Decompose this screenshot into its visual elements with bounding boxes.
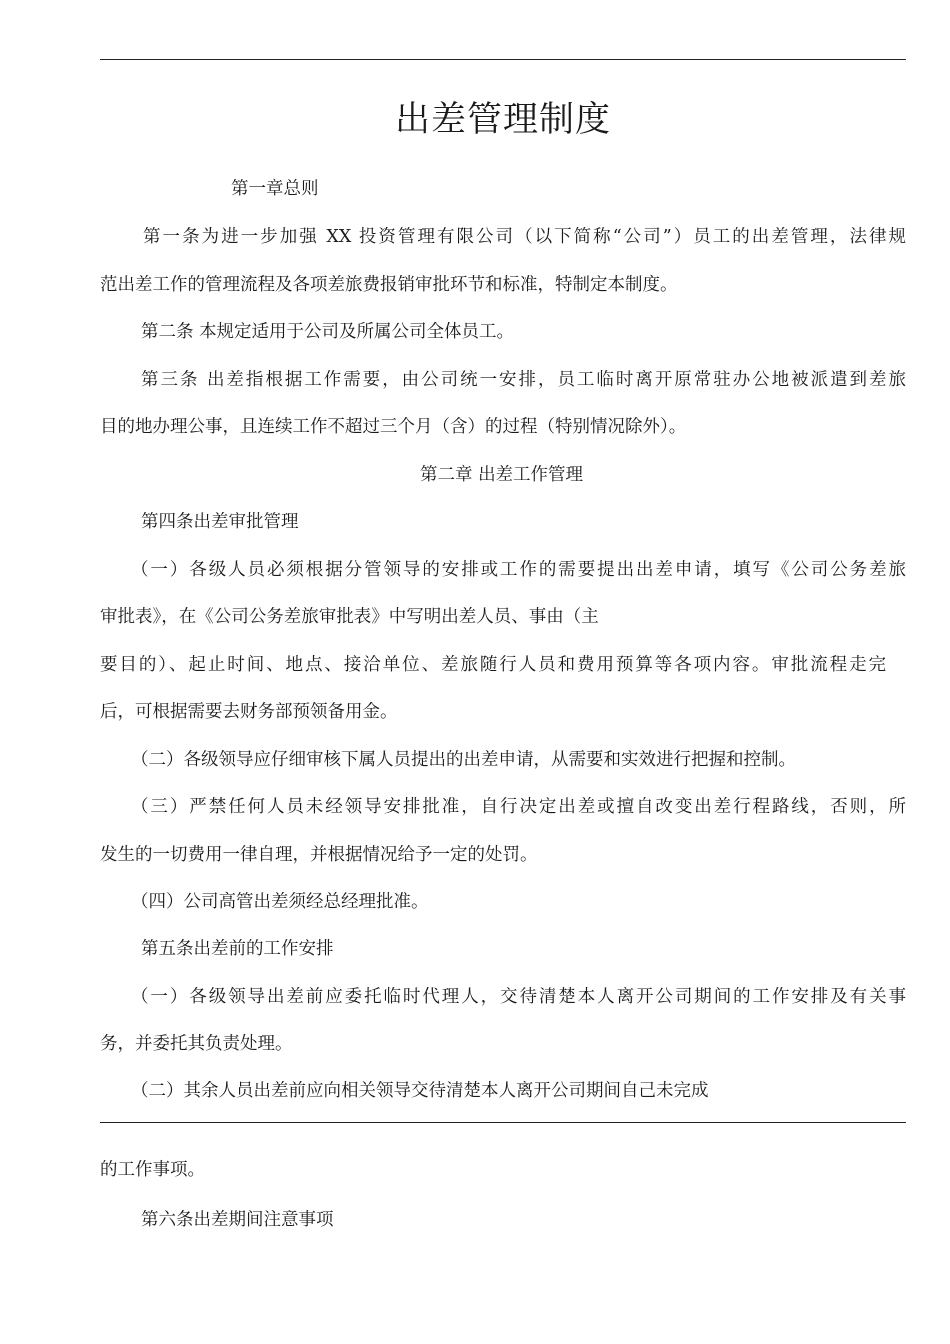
article-5-item-1-line-2: 务，并委托其负责处理。 [100, 1034, 293, 1054]
article-4-item-3-line-2: 发生的一切费用一律自理，并根据情况给予一定的处罚。 [100, 845, 538, 865]
article-5-item-2-line-2: 的工作事项。 [100, 1160, 205, 1180]
article-3-line-1: 第三条 出差指根据工作需要，由公司统一安排，员工临时离开原常驻办公地被派遣到差旅 [141, 370, 906, 390]
article-3-line-2: 目的地办理公事，且连续工作不超过三个月（含）的过程（特别情况除外）。 [100, 417, 687, 437]
header-rule [100, 59, 906, 60]
article-4-item-1-line-2: 审批表》，在《公司公务差旅审批表》中写明出差人员、事由（主 [100, 607, 599, 627]
article-4-item-1-line-4: 后，可根据需要去财务部预领备用金。 [100, 702, 398, 722]
article-4-item-4: （四）公司高管出差须经总经理批准。 [131, 892, 429, 912]
article-4-item-1-line-3: 要目的）、起止时间、地点、接洽单位、差旅随行人员和费用预算等各项内容。审批流程走完 [100, 655, 886, 675]
article-1-line-1: 第一条为进一步加强 XX 投资管理有限公司（以下简称“公司”）员工的出差管理，法律规 [141, 227, 906, 247]
article-5-item-1-line-1: （一）各级领导出差前应委托临时代理人，交待清楚本人离开公司期间的工作安排及有关事 [131, 987, 906, 1007]
article-2: 第二条 本规定适用于公司及所属公司全体员工。 [141, 322, 515, 342]
article-6-heading: 第六条出差期间注意事项 [141, 1210, 334, 1230]
article-4-item-2: （二）各级领导应仔细审核下属人员提出的出差申请，从需要和实效进行把握和控制。 [131, 750, 796, 770]
chapter-1-heading: 第一章总则 [231, 179, 319, 199]
article-5-heading: 第五条出差前的工作安排 [141, 939, 334, 959]
page-break-rule [100, 1122, 906, 1123]
document-title: 出差管理制度 [394, 100, 611, 140]
chapter-2-heading: 第二章 出差工作管理 [420, 465, 584, 485]
article-4-heading: 第四条出差审批管理 [141, 512, 299, 532]
article-4-item-3-line-1: （三）严禁任何人员未经领导安排批准，自行决定出差或擅自改变出差行程路线，否则，所 [131, 797, 906, 817]
article-1-line-2: 范出差工作的管理流程及各项差旅费报销审批环节和标准，特制定本制度。 [100, 275, 678, 295]
article-5-item-2-line-1: （二）其余人员出差前应向相关领导交待清楚本人离开公司期间自己未完成 [131, 1081, 709, 1101]
article-4-item-1-line-1: （一）各级人员必须根据分管领导的安排或工作的需要提出出差申请，填写《公司公务差旅 [131, 560, 906, 580]
